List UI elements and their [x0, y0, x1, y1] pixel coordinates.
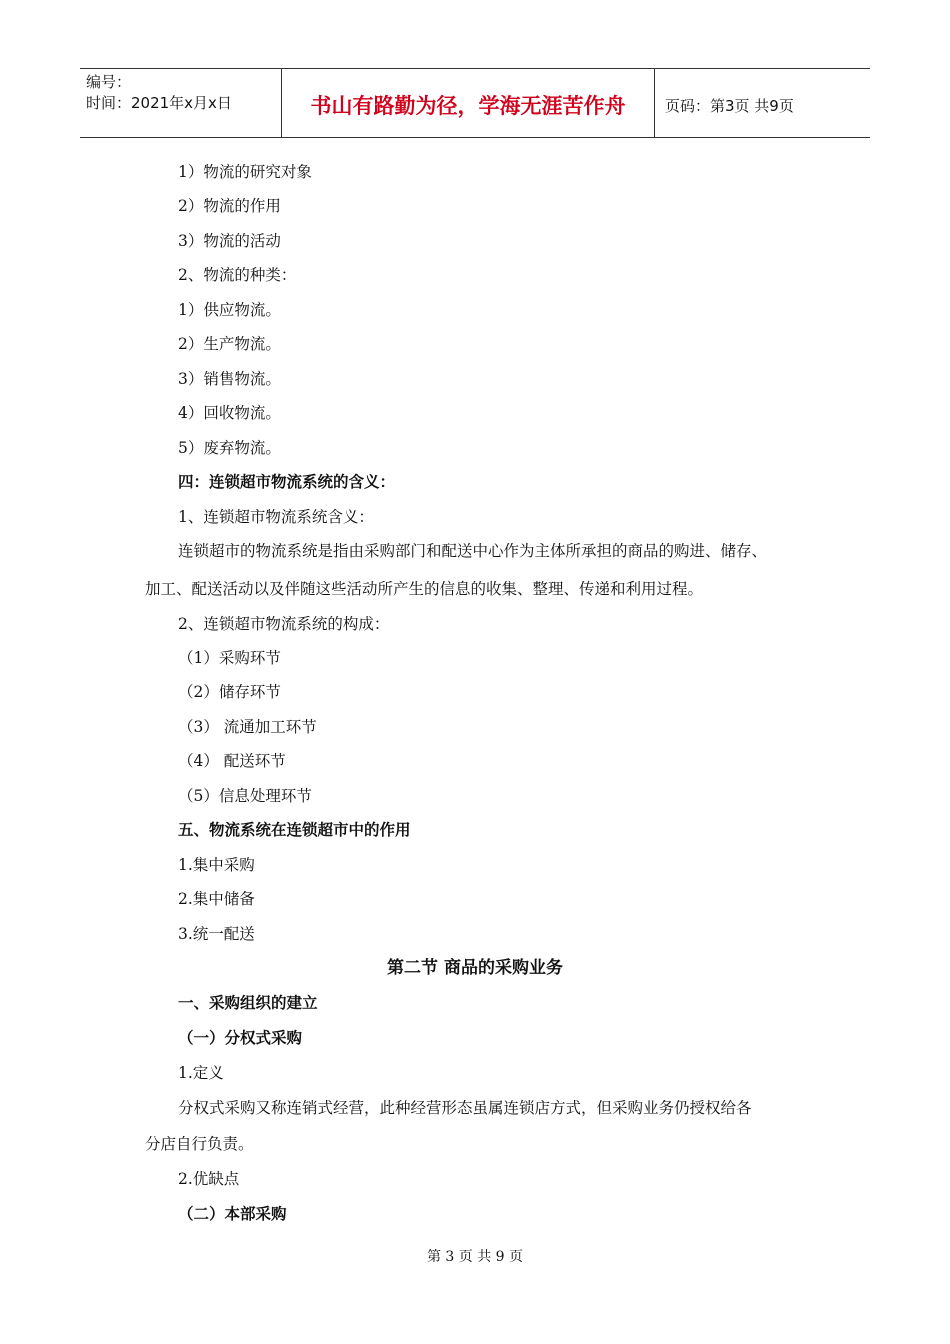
text-line: 3.统一配送	[178, 925, 255, 943]
paragraph-line: 分店自行负责。	[145, 1135, 254, 1153]
paragraph-line: 分权式采购又称连销式经营，此种经营形态虽属连锁店方式，但采购业务仍授权给各	[178, 1099, 752, 1117]
text-line: 2）生产物流。	[178, 335, 281, 353]
text-line: 1.集中采购	[178, 856, 255, 874]
paragraph-line: 加工、配送活动以及伴随这些活动所产生的信息的收集、整理、传递和利用过程。	[145, 580, 704, 598]
header-page-info: 页码：第3页 共9页	[665, 96, 794, 115]
header-motto: 书山有路勤为径，学海无涯苦作舟	[282, 69, 655, 137]
text-line: （2）储存环节	[178, 683, 281, 701]
text-line: 1）物流的研究对象	[178, 163, 312, 181]
text-line: 5）废弃物流。	[178, 439, 281, 457]
text-line: 2.集中储备	[178, 890, 255, 908]
text-line: （5）信息处理环节	[178, 787, 312, 805]
text-line: （1）采购环节	[178, 649, 281, 667]
text-line: 3）物流的活动	[178, 232, 281, 250]
subsection-heading: （二）本部采购	[178, 1205, 287, 1223]
text-line: 3）销售物流。	[178, 370, 281, 388]
subsection-heading: （一）分权式采购	[178, 1029, 303, 1047]
text-line: （4） 配送环节	[178, 752, 286, 770]
text-line: 1.定义	[178, 1064, 224, 1082]
section-title: 第二节 商品的采购业务	[387, 958, 563, 978]
text-line: （3） 流通加工环节	[178, 718, 317, 736]
page-header	[80, 68, 870, 138]
section-heading: 四：连锁超市物流系统的含义：	[178, 473, 396, 491]
text-line: 1）供应物流。	[178, 301, 281, 319]
text-line: 4）回收物流。	[178, 404, 281, 422]
number-label: 编号：	[86, 73, 132, 91]
section-heading: 一、采购组织的建立	[178, 994, 318, 1012]
section-heading: 五、物流系统在连锁超市中的作用	[178, 821, 411, 839]
text-line: 2.优缺点	[178, 1170, 240, 1188]
text-line: 2、连锁超市物流系统的构成：	[178, 615, 390, 633]
paragraph-line: 连锁超市的物流系统是指由采购部门和配送中心作为主体所承担的商品的购进、储存、	[178, 542, 768, 560]
text-line: 1、连锁超市物流系统含义：	[178, 508, 374, 526]
text-line: 2、物流的种类：	[178, 266, 297, 284]
header-meta	[80, 69, 282, 137]
time-label: 时间：2021年x月x日	[86, 94, 232, 112]
page-footer: 第 3 页 共 9 页	[426, 1249, 524, 1265]
text-line: 2）物流的作用	[178, 197, 281, 215]
